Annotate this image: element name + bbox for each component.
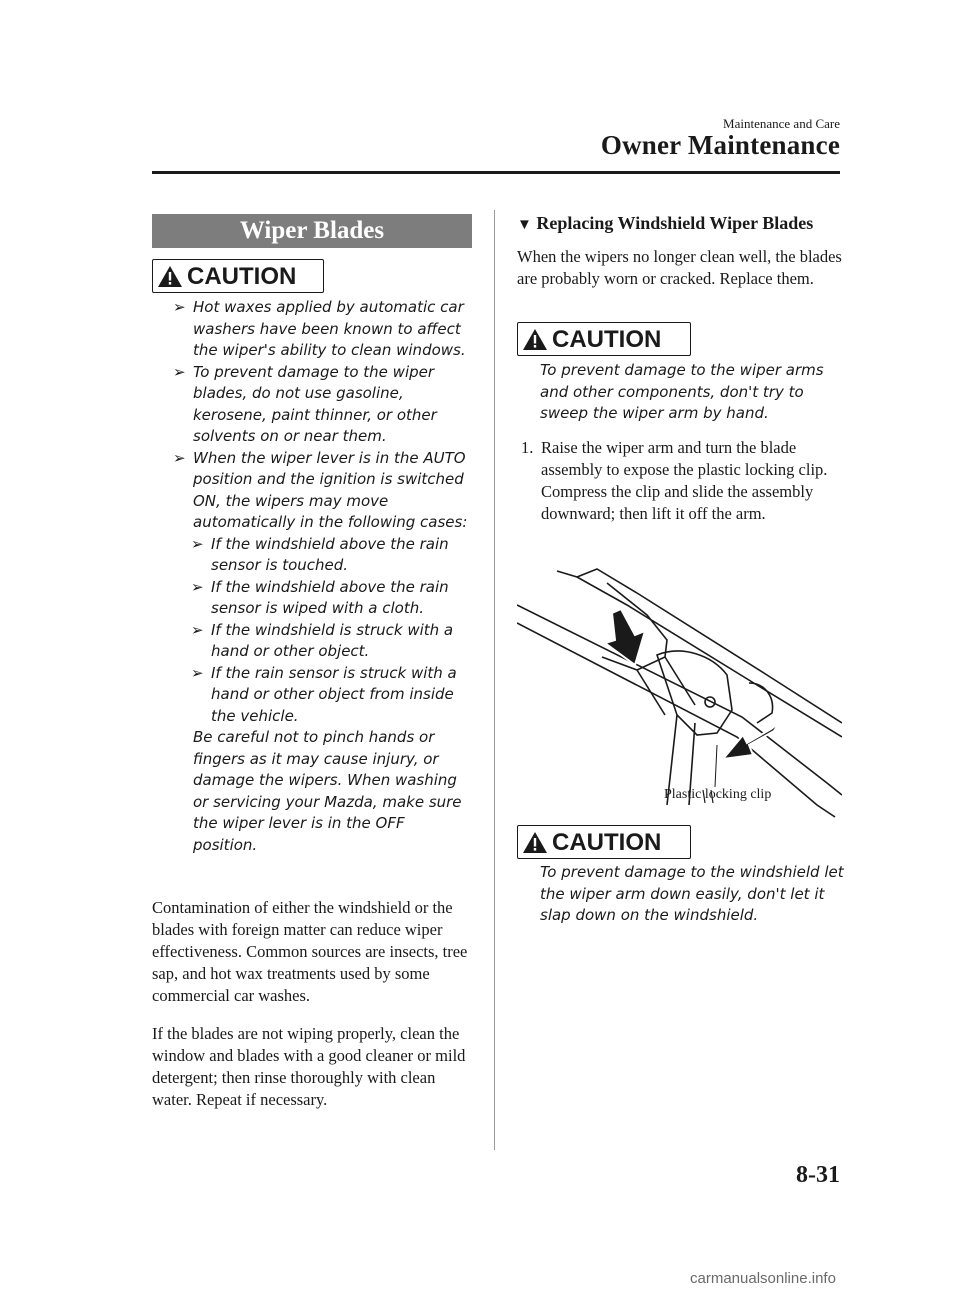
caution-text-arms: To prevent damage to the wiper arms and other components, don't try to sweep the wiper arm by hand. xyxy=(540,361,824,422)
arrow-bullet-icon: ➢ xyxy=(173,448,186,467)
section-title: Wiper Blades xyxy=(152,214,472,248)
arrow-bullet-icon: ➢ xyxy=(191,534,204,553)
step-number: 1. xyxy=(521,438,534,457)
arrow-bullet-icon: ➢ xyxy=(191,663,204,682)
arrow-bullet-icon: ➢ xyxy=(191,577,204,596)
paragraph-cleaning: If the blades are not wiping properly, clean the window and blades with a good cleaner or mild detergent; then rinse thoroughly with clean water. Repeat if necessary. xyxy=(152,1024,466,1109)
caution-bullet: ➢ Hot waxes applied by automatic car washers have been known to affect the wiper's ability to clean windows. xyxy=(173,298,466,359)
warning-icon xyxy=(522,328,548,351)
caution-sub-bullet: ➢ If the windshield above the rain sensor is touched. xyxy=(191,534,449,574)
step-1 xyxy=(521,437,843,525)
arrow-bullet-icon: ➢ xyxy=(191,620,204,639)
caution-content xyxy=(173,297,473,856)
column-divider xyxy=(494,210,495,1150)
step-text-continued: Compress the clip and slide the assembly downward; then lift it off the arm. xyxy=(541,482,814,523)
wiper-blade-illustration xyxy=(517,565,842,820)
caution-text-windshield: To prevent damage to the windshield let the wiper arm down easily, don't let it slap down on the windshield. xyxy=(540,863,844,924)
triangle-marker-icon: ▼ xyxy=(517,217,532,233)
header-section-name: Maintenance and Care xyxy=(723,116,840,131)
caution-sub-bullet: ➢ If the rain sensor is struck with a hand or other object from inside the vehicle. xyxy=(191,663,457,725)
arrow-bullet-icon: ➢ xyxy=(173,362,186,381)
caution-sub-bullet: ➢ If the windshield above the rain sensor is wiped with a cloth. xyxy=(191,577,449,617)
page-number: 8-31 xyxy=(796,1162,840,1188)
page-title: Owner Maintenance xyxy=(600,130,840,160)
warning-icon xyxy=(522,831,548,854)
paragraph-intro: When the wipers no longer clean well, the blades are probably worn or cracked. Replace them. xyxy=(517,247,842,288)
paragraph-contamination: Contamination of either the windshield or the blades with foreign matter can reduce wiper effectiveness. Common sources are insects, tree sap, and hot wax treatments used by some commercial car washes. xyxy=(152,898,468,1005)
caution-bullet: ➢ To prevent damage to the wiper blades, do not use gasoline, kerosene, paint thinner, or other solvents on or near them. xyxy=(173,362,437,445)
caution-word: CAUTION xyxy=(187,263,297,290)
warning-icon xyxy=(157,265,183,288)
caution-sub-bullet: ➢ If the windshield is struck with a hand or other object. xyxy=(191,620,454,660)
subheading xyxy=(517,213,813,234)
watermark: carmanualsonline.info xyxy=(690,1270,836,1287)
caution-closing: Be careful not to pinch hands or fingers as it may cause injury, or damage the wipers. When washing or servicing your Mazda, make sure the wiper lever is in the OFF position. xyxy=(193,728,462,854)
step-text: Raise the wiper arm and turn the blade assembly to expose the plastic locking clip. xyxy=(541,438,828,479)
header-rule xyxy=(152,171,840,174)
arrow-bullet-icon: ➢ xyxy=(173,298,186,316)
callout-plastic-locking-clip: Plastic locking clip xyxy=(664,787,772,802)
subheading-text: Replacing Windshield Wiper Blades xyxy=(536,213,814,233)
caution-word: CAUTION xyxy=(552,326,662,353)
caution-bullet: ➢ When the wiper lever is in the AUTO position and the ignition is switched ON, the wipers may move automatically in the following cases: xyxy=(173,448,468,531)
caution-label xyxy=(152,259,324,293)
caution-label xyxy=(517,825,691,859)
caution-word: CAUTION xyxy=(552,829,662,856)
caution-label xyxy=(517,322,691,356)
